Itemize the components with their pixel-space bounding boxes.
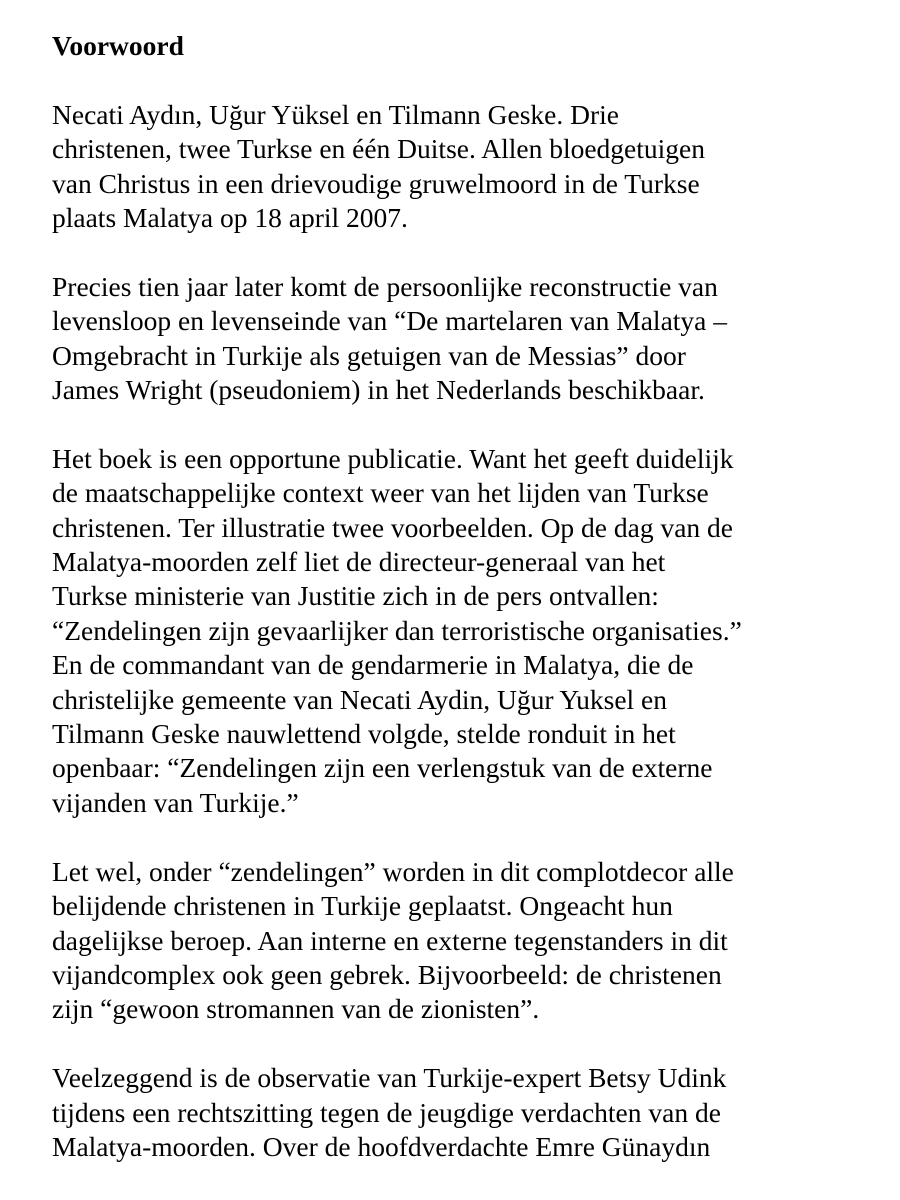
text-line: Necati Aydın, Uğur Yüksel en Tilmann Geske. Drie — [52, 98, 619, 130]
text-line: vijandcomplex ook geen gebrek. Bijvoorbeeld: de christenen — [52, 958, 722, 990]
paragraph-4 — [52, 855, 882, 1027]
text-line: vijanden van Turkije.” — [52, 786, 299, 818]
text-line: Malatya-moorden. Over de hoofdverdachte Emre Günaydın — [52, 1130, 711, 1162]
text-line: van Christus in een drievoudige gruwelmoord in de Turkse — [52, 167, 700, 199]
text-line: Malatya-moorden zelf liet de directeur-generaal van het — [52, 546, 666, 578]
paragraph-2 — [52, 270, 882, 408]
paragraph-1 — [52, 98, 882, 236]
text-line: christelijke gemeente van Necati Aydin, Uğur Yuksel en — [52, 683, 668, 715]
document-title: Voorwoord — [52, 30, 184, 61]
text-line: christenen, twee Turkse en één Duitse. Allen bloedgetuigen — [52, 133, 705, 165]
text-line: de maatschappelijke context weer van het lijden van Turkse — [52, 477, 709, 509]
text-line: En de commandant van de gendarmerie in Malatya, die de — [52, 649, 694, 681]
text-line: tijdens een rechtszitting tegen de jeugdige verdachten van de — [52, 1096, 721, 1128]
text-line: Precies tien jaar later komt de persoonlijke reconstructie van — [52, 270, 718, 302]
text-line: James Wright (pseudoniem) in het Nederlands beschikbaar. — [52, 374, 705, 406]
paragraph-5 — [52, 1061, 882, 1164]
text-line: Let wel, onder “zendelingen” worden in dit complotdecor alle — [52, 855, 734, 887]
text-line: christenen. Ter illustratie twee voorbeelden. Op de dag van de — [52, 511, 734, 543]
paragraph-3 — [52, 442, 882, 820]
text-line: Tilmann Geske nauwlettend volgde, stelde ronduit in het — [52, 718, 676, 750]
text-line: zijn “gewoon stromannen van de zionisten”. — [52, 993, 540, 1025]
text-line: dagelijkse beroep. Aan interne en externe tegenstanders in dit — [52, 924, 728, 956]
text-line: Het boek is een opportune publicatie. Want het geeft duidelijk — [52, 442, 734, 474]
text-line: openbaar: “Zendelingen zijn een verlengstuk van de externe — [52, 752, 713, 784]
text-line: belijdende christenen in Turkije geplaatst. Ongeacht hun — [52, 890, 673, 922]
text-line: Omgebracht in Turkije als getuigen van de Messias” door — [52, 339, 686, 371]
document-page — [52, 29, 882, 1199]
text-line: “Zendelingen zijn gevaarlijker dan terroristische organisaties.” — [52, 614, 742, 646]
text-line: levensloop en levenseinde van “De martelaren van Malatya – — [52, 305, 727, 337]
text-line: Turkse ministerie van Justitie zich in de pers ontvallen: — [52, 580, 659, 612]
text-line: Veelzeggend is de observatie van Turkije-expert Betsy Udink — [52, 1062, 727, 1094]
text-line: plaats Malatya op 18 april 2007. — [52, 202, 408, 234]
